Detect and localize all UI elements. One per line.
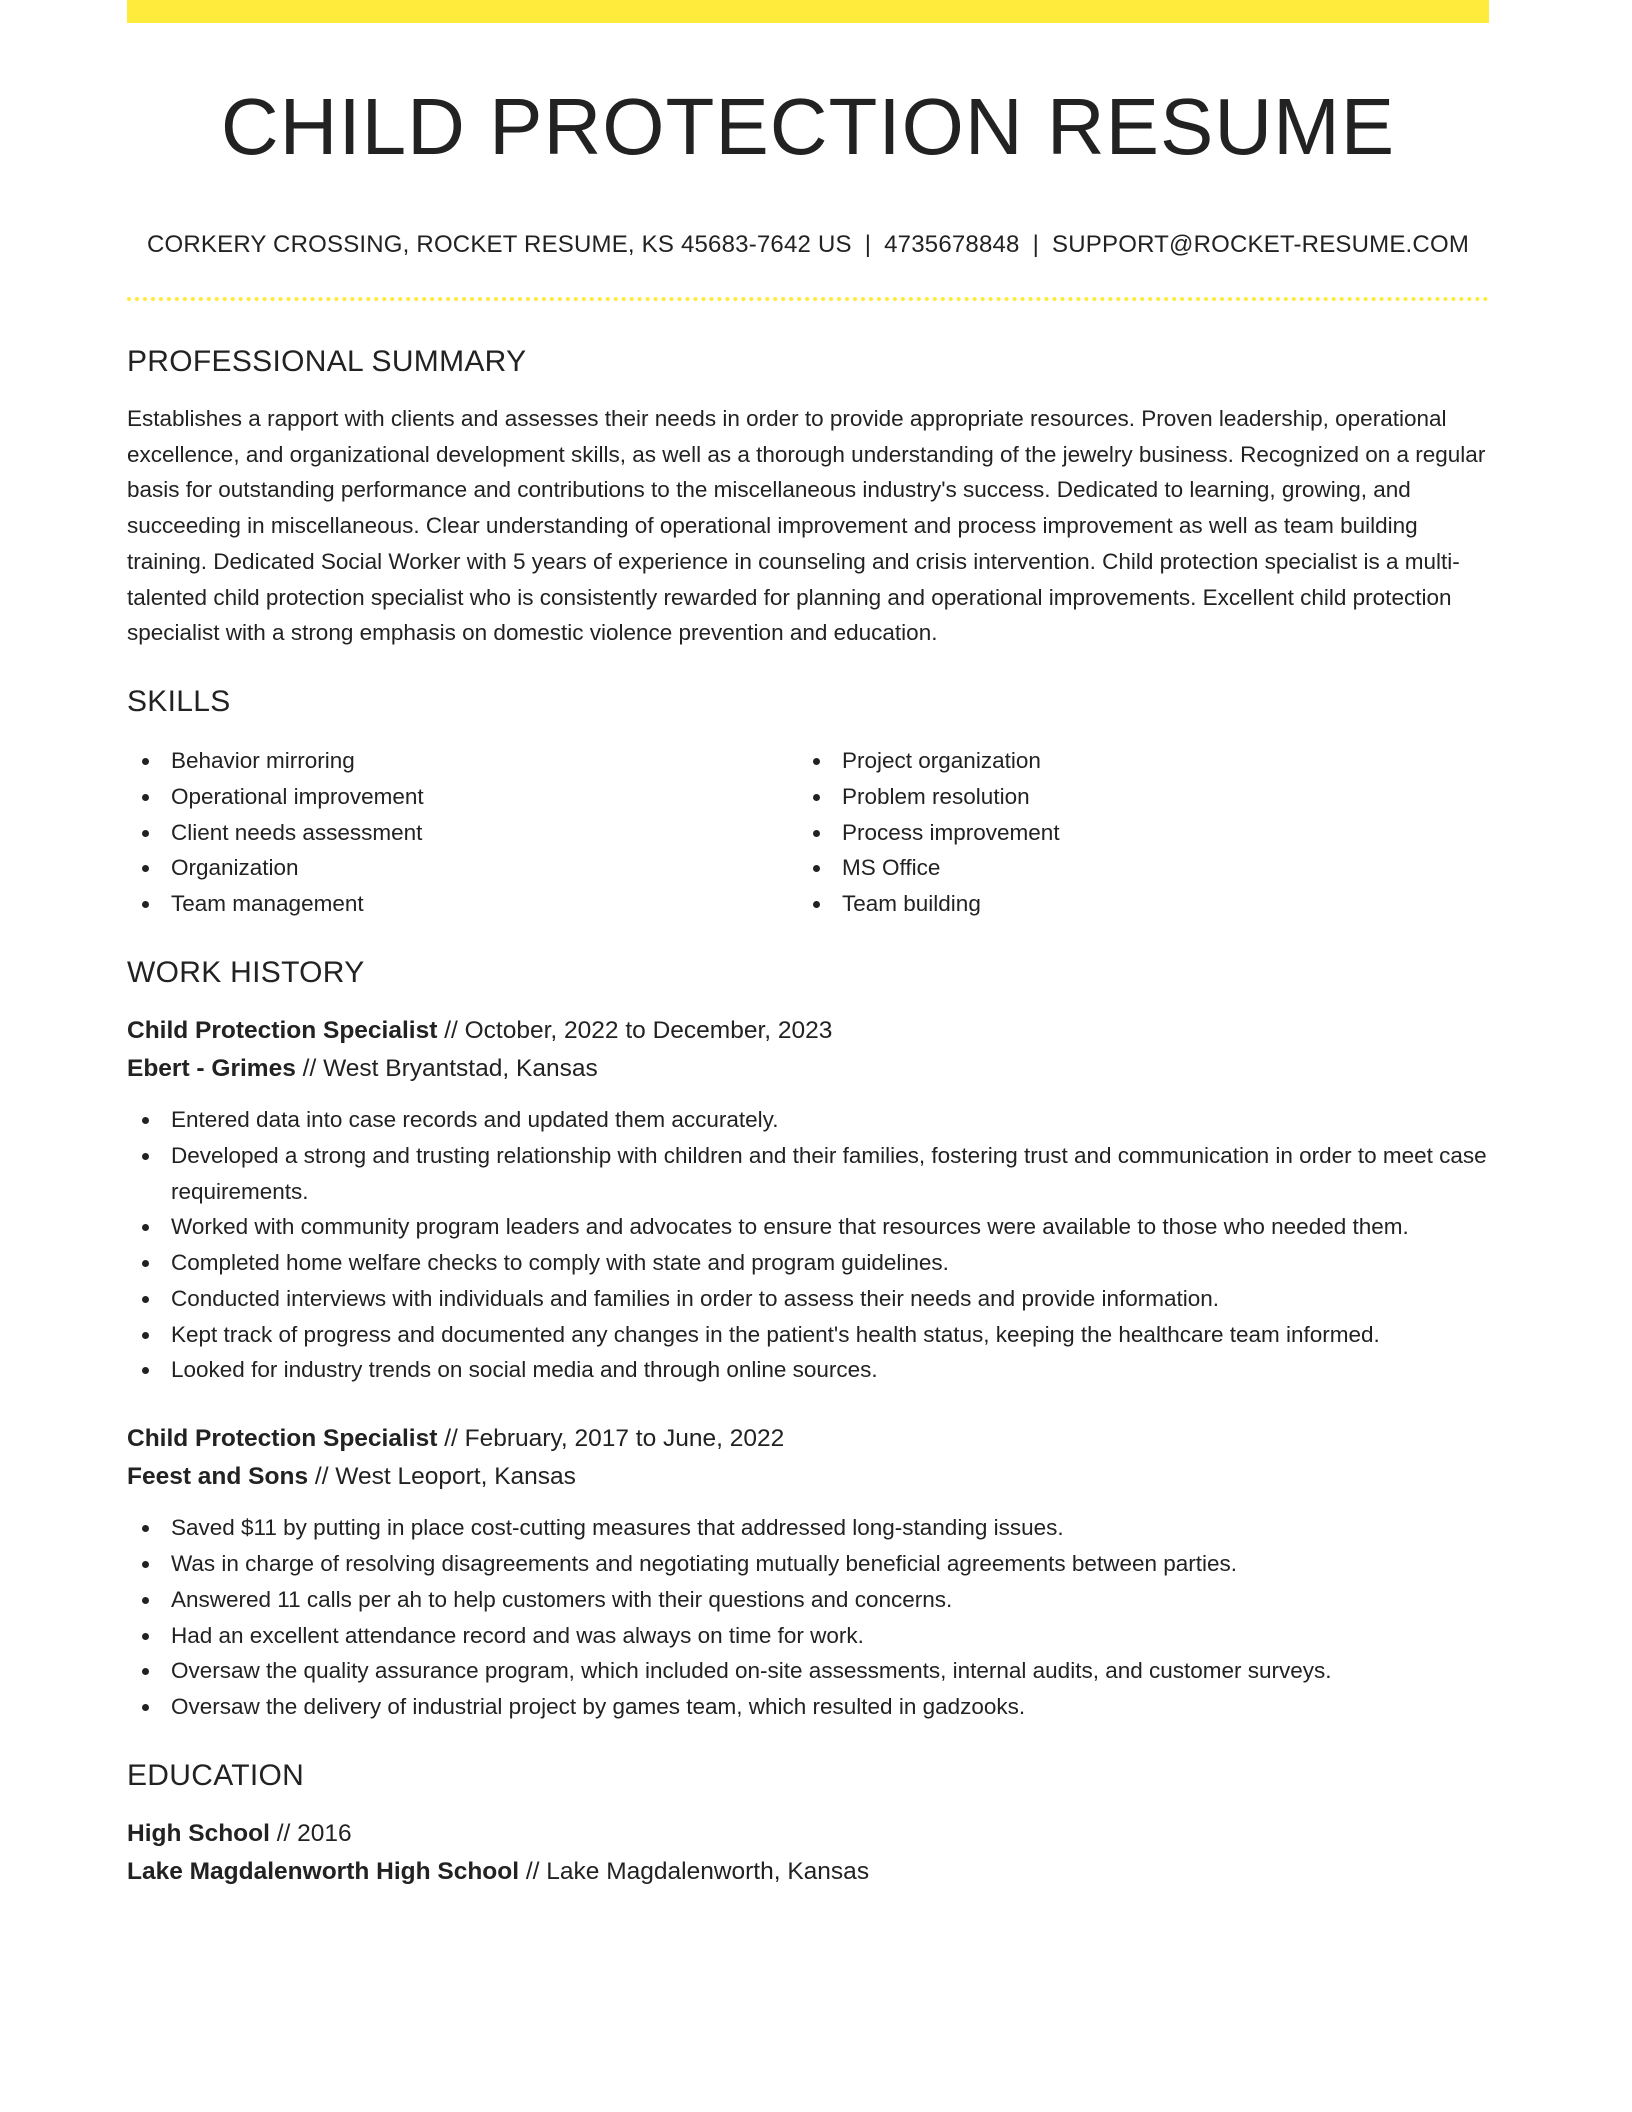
job-bullet: Answered 11 calls per ah to help customers with their questions and concerns. [127, 1582, 1489, 1618]
job-dates: // February, 2017 to June, 2022 [444, 1425, 785, 1453]
job-bullet: Developed a strong and trusting relationship with children and their families, fostering trust and communication in order to meet case requirements. [127, 1138, 1489, 1210]
job-title-line [127, 1012, 1489, 1050]
job-location: // West Bryantstad, Kansas [302, 1054, 598, 1082]
summary-text: Establishes a rapport with clients and assesses their needs in order to provide appropriate resources. Proven leadership, operational excellence, and organizational development skills, as well as a thorough understanding of the jewelry business. Recognized on a regular basis for outstanding performance and contributions to the miscellaneous industry's success. Dedicated to learning, growing, and succeeding in miscellaneous. Clear understanding of operational improvement and process improvement as well as team building training. Dedicated Social Worker with 5 years of experience in counseling and crisis intervention. Child protection specialist is a multi-talented child protection specialist who is consistently rewarded for planning and operational improvements. Excellent child protection specialist with a strong emphasis on domestic violence prevention and education. [127, 406, 1486, 646]
job-title: Child Protection Specialist [127, 1016, 438, 1044]
job-company-line [127, 1458, 1489, 1496]
education-degree: High School [127, 1820, 270, 1848]
job-bullet: Looked for industry trends on social media and through online sources. [127, 1352, 1489, 1388]
job-bullet: Oversaw the quality assurance program, which included on-site assessments, internal audits, and customer surveys. [127, 1653, 1489, 1689]
summary-heading: PROFESSIONAL SUMMARY [127, 345, 527, 378]
education-school-line [127, 1853, 1489, 1891]
job-bullet: Saved $11 by putting in place cost-cutting measures that addressed long-standing issues. [127, 1510, 1489, 1546]
dotted-divider [127, 297, 1489, 301]
skill-item: Client needs assessment [127, 815, 798, 851]
job-bullet: Worked with community program leaders and advocates to ensure that resources were available to those who needed them. [127, 1209, 1489, 1245]
job-location: // West Leoport, Kansas [314, 1463, 576, 1491]
education-school: Lake Magdalenworth High School [127, 1858, 520, 1886]
job-entry [127, 1420, 1489, 1725]
skills-columns [127, 743, 1489, 922]
job-company: Ebert - Grimes [127, 1054, 296, 1082]
job-dates: // October, 2022 to December, 2023 [444, 1016, 833, 1044]
job-bullets [127, 1102, 1489, 1388]
resume-title: CHILD PROTECTION RESUME [220, 82, 1396, 171]
skill-item: Problem resolution [798, 779, 1469, 815]
job-bullet: Completed home welfare checks to comply with state and program guidelines. [127, 1245, 1489, 1281]
job-title: Child Protection Specialist [127, 1425, 438, 1453]
contact-separator: | [864, 231, 872, 258]
job-bullet: Had an excellent attendance record and was always on time for work. [127, 1618, 1489, 1654]
skill-item: Project organization [798, 743, 1469, 779]
education-heading: EDUCATION [127, 1759, 305, 1793]
skill-item: MS Office [798, 850, 1469, 886]
contact-address: CORKERY CROSSING, ROCKET RESUME, KS 45683-7642 US [146, 231, 852, 258]
job-bullet: Conducted interviews with individuals and families in order to assess their needs and provide information. [127, 1281, 1489, 1317]
skills-heading: SKILLS [127, 684, 231, 718]
skill-item: Organization [127, 850, 798, 886]
accent-top-bar [127, 0, 1489, 23]
contact-email: SUPPORT@ROCKET-RESUME.COM [1052, 231, 1470, 258]
contact-line [127, 231, 1489, 259]
job-title-line [127, 1420, 1489, 1458]
job-company-line [127, 1050, 1489, 1088]
work-history-heading: WORK HISTORY [127, 955, 365, 989]
job-bullets [127, 1510, 1489, 1725]
skill-item: Team management [127, 886, 798, 922]
skill-item: Behavior mirroring [127, 743, 798, 779]
education-location: // Lake Magdalenworth, Kansas [525, 1858, 870, 1886]
skill-item: Operational improvement [127, 779, 798, 815]
job-bullet: Entered data into case records and updated them accurately. [127, 1102, 1489, 1138]
contact-separator: | [1032, 231, 1040, 258]
education-year: // 2016 [276, 1820, 352, 1848]
skills-right-list [798, 743, 1469, 922]
job-bullet: Was in charge of resolving disagreements and negotiating mutually beneficial agreements between parties. [127, 1546, 1489, 1582]
job-bullet: Oversaw the delivery of industrial project by games team, which resulted in gadzooks. [127, 1689, 1489, 1725]
job-entry [127, 1012, 1489, 1388]
job-company: Feest and Sons [127, 1463, 309, 1491]
skill-item: Team building [798, 886, 1469, 922]
skills-left-list [127, 743, 798, 922]
education-degree-line [127, 1815, 1489, 1853]
skill-item: Process improvement [798, 815, 1469, 851]
job-bullet: Kept track of progress and documented any changes in the patient's health status, keeping the healthcare team informed. [127, 1317, 1489, 1353]
contact-phone: 4735678848 [884, 231, 1020, 258]
resume-page [127, 0, 1489, 1891]
